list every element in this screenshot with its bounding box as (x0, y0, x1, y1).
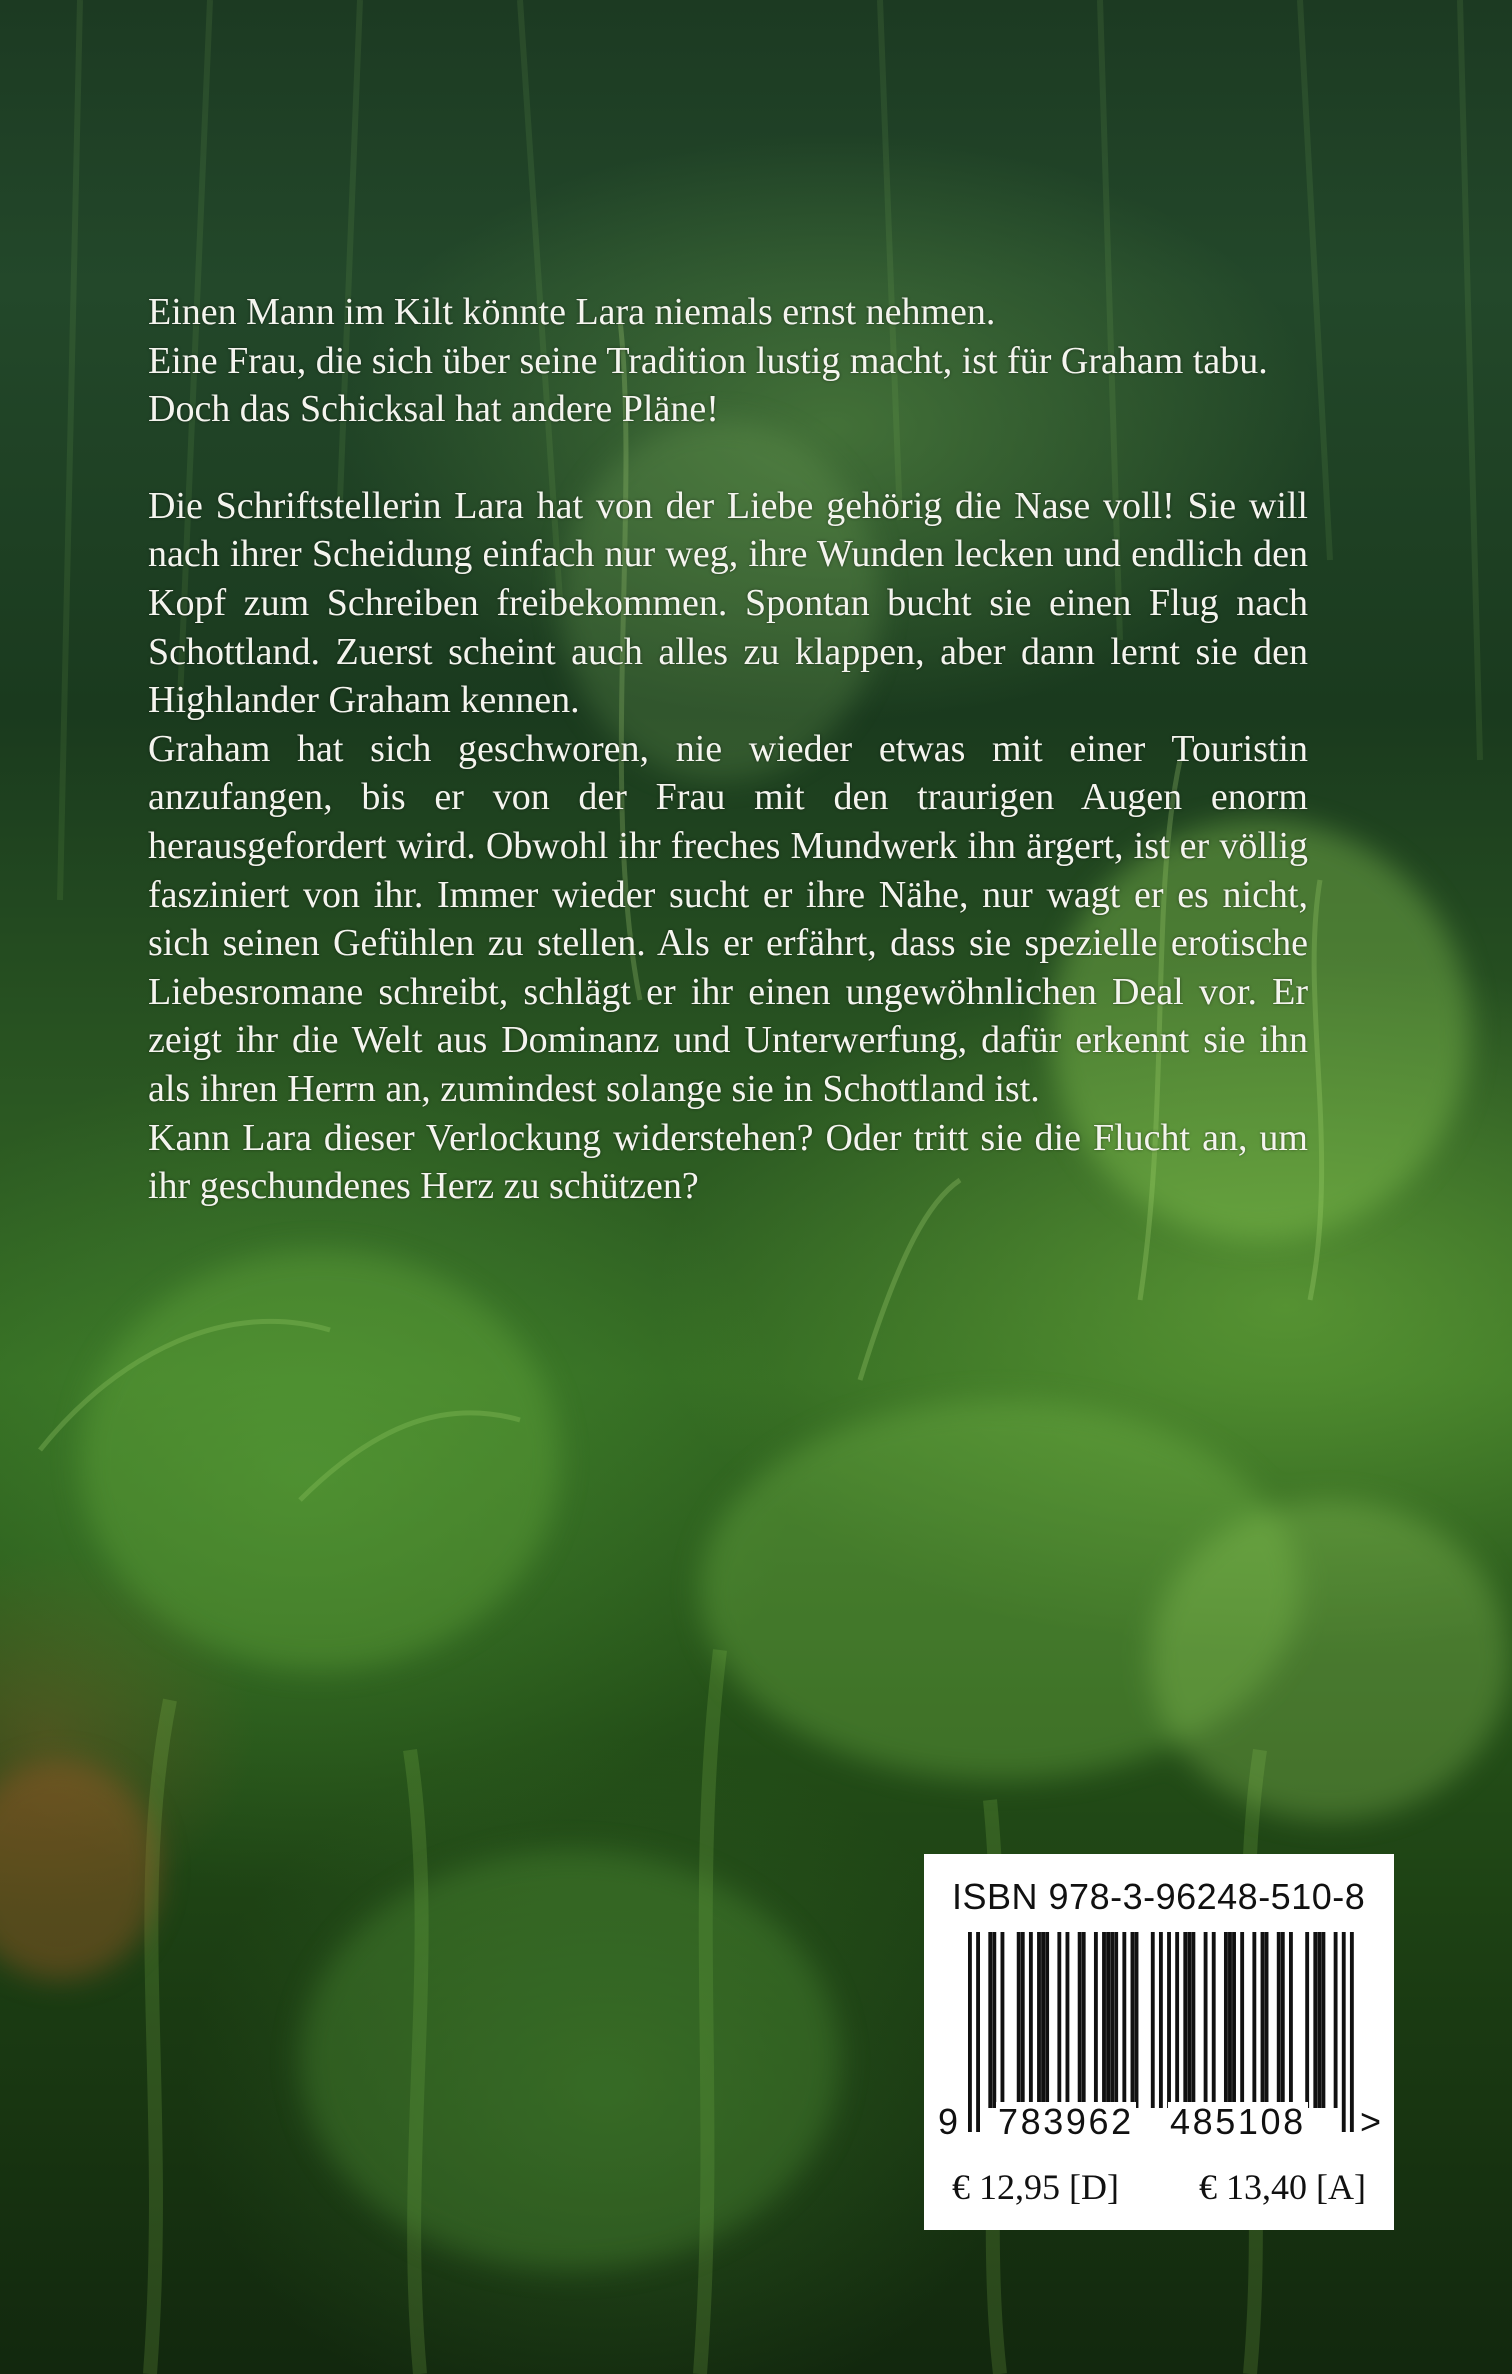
barcode-bar (1187, 1932, 1191, 2108)
barcode-bar (1102, 1932, 1106, 2108)
barcode-bar (1001, 1932, 1005, 2108)
barcode-bar (1277, 1932, 1281, 2108)
barcode-bar (1281, 1932, 1285, 2108)
barcode-bar (1334, 1932, 1338, 2108)
barcode-bar (1159, 1932, 1163, 2108)
barcode-bar (1066, 1932, 1070, 2108)
barcode-bar (1045, 1932, 1049, 2108)
blurb-paragraph-3: Kann Lara dieser Verlockung widerstehen? Oder tritt sie die Flucht an, um ihr geschundenes Herz zu schützen? (148, 1116, 1308, 1208)
barcode-bar (1029, 1932, 1033, 2108)
barcode-bar (992, 1932, 996, 2108)
blurb-line-2: Eine Frau, die sich über seine Tradition lustig macht, ist für Graham tabu. (148, 339, 1268, 382)
barcode-bar (1342, 1932, 1346, 2132)
barcode-bar (1122, 1932, 1126, 2108)
barcode-bar (1114, 1932, 1118, 2108)
barcode-bar (1261, 1932, 1265, 2108)
barcode-bar (1252, 1932, 1256, 2108)
price-austria: € 13,40 [A] (1199, 2167, 1366, 2207)
blurb-paragraph-2: Graham hat sich geschworen, nie wieder etwas mit einer Touristin anzufangen, bis er von der Frau mit den traurigen Augen enorm herausgefordert wird. Obwohl ihr freches Mundwerk ihn ärgert, ist er völlig fasziniert von ihr. Immer wieder sucht er ihre Nähe, nur wagt er es nicht, sich seinen Gefühlen zu stellen. Als er erfährt, dass sie spezielle erotische Liebesromane schreibt, schlägt er ihr einen ungewöhnlichen Deal vor. Er zeigt ihr die Welt aus Dominanz und Unterwerfung, dafür erkennt sie ihn als ihren Herrn an, zumindest solange sie in Schottland ist. (148, 727, 1308, 1110)
barcode-bar (1110, 1932, 1114, 2108)
barcode-bar (1021, 1932, 1025, 2108)
barcode-bar (976, 1932, 980, 2132)
price-germany: € 12,95 [D] (952, 2167, 1119, 2207)
barcode-bar (1313, 1932, 1317, 2108)
barcode-bar (1151, 1932, 1155, 2108)
barcode-bar (1183, 1932, 1187, 2108)
barcode-bar (1224, 1932, 1228, 2108)
barcode-bar (1167, 1932, 1171, 2108)
barcode-digit-lead: 9 (938, 2101, 959, 2142)
blurb-line-3: Doch das Schicksal hat andere Pläne! (148, 388, 719, 431)
barcode-bar (1078, 1932, 1082, 2108)
barcode-bar (1094, 1932, 1098, 2108)
barcode-bar (1317, 1932, 1321, 2108)
barcode-bar (1321, 1932, 1325, 2108)
barcode-bar (1204, 1932, 1208, 2108)
blurb-text (148, 288, 1308, 1211)
barcode-bar (1041, 1932, 1045, 2108)
barcode-bar (1057, 1932, 1061, 2108)
barcode-bar (1212, 1932, 1216, 2108)
barcode-bar (1305, 1932, 1309, 2108)
barcode-bar (1017, 1932, 1021, 2108)
barcode-bar (968, 1932, 972, 2132)
barcode-digits-left: 783962 (998, 2101, 1134, 2142)
barcode-bar (988, 1932, 992, 2108)
barcode-bar (1082, 1932, 1086, 2108)
barcode-bar (1265, 1932, 1269, 2108)
blurb-line-1: Einen Mann im Kilt könnte Lara niemals ernst nehmen. (148, 291, 996, 333)
barcode-bar (1131, 1932, 1135, 2108)
barcode-bar (1240, 1932, 1244, 2108)
barcode-bar (1135, 1932, 1139, 2108)
paragraph-gap (148, 434, 1308, 482)
barcode-bar (1191, 1932, 1195, 2108)
price-row (952, 2166, 1366, 2208)
barcode-bar (1175, 1932, 1179, 2108)
barcode-box (924, 1854, 1394, 2230)
barcode-bar (1350, 1932, 1354, 2132)
barcode-bar (1232, 1932, 1236, 2108)
blurb-paragraph-1: Die Schriftstellerin Lara hat von der Liebe gehörig die Nase voll! Sie will nach ihrer Scheidung einfach nur weg, ihre Wunden lecken und endlich den Kopf zum Schreiben freibekommen. Spontan bucht sie einen Flug nach Schottland. Zuerst scheint auch alles zu klappen, aber dann lernt sie den Highlander Graham kennen. (148, 484, 1308, 722)
barcode-bar (1037, 1932, 1041, 2108)
barcode-bar (1228, 1932, 1232, 2108)
barcode-arrow: > (1360, 2101, 1382, 2142)
isbn-label: ISBN 978-3-96248-510-8 (952, 1876, 1366, 1917)
barcode-bar (1106, 1932, 1110, 2108)
barcode-digits-right: 485108 (1170, 2101, 1306, 2142)
barcode-bar (1289, 1932, 1293, 2108)
